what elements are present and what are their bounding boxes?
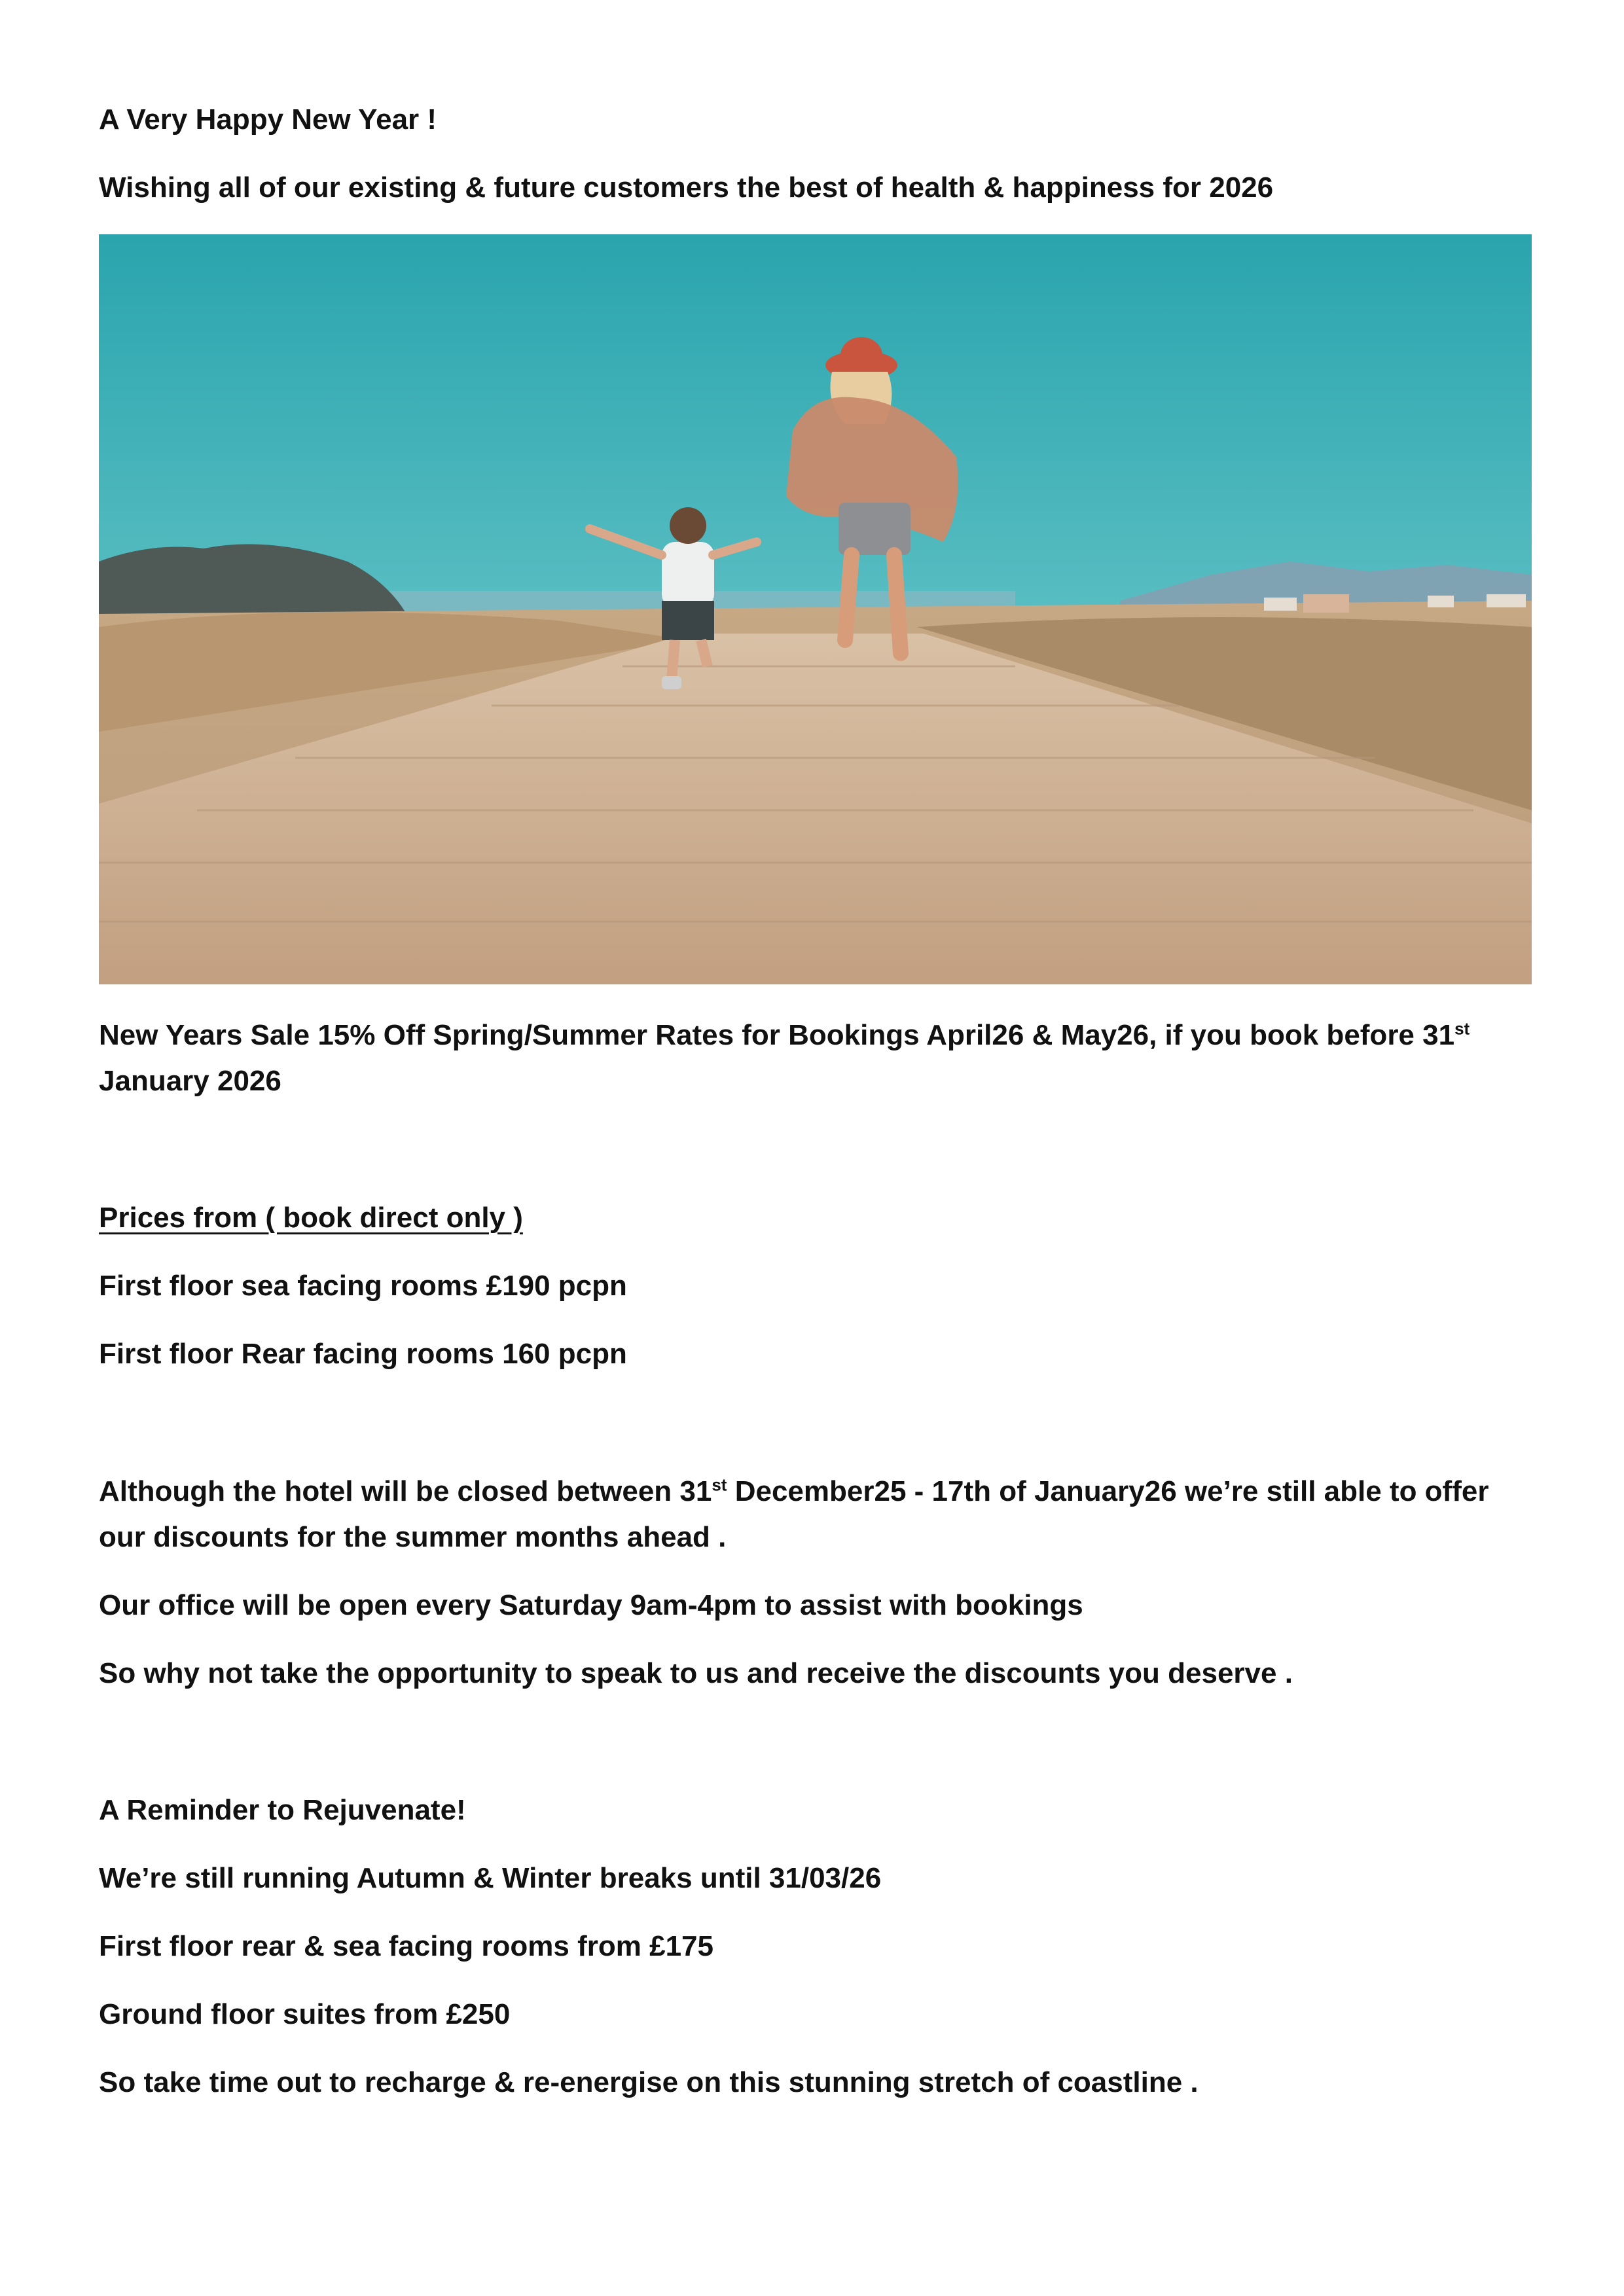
opportunity-text: So why not take the opportunity to speak to us and receive the discounts you deserve .: [99, 1657, 1293, 1689]
sale-text-continued: January 2026: [99, 1065, 281, 1097]
reminder-item: So take time out to recharge & re-energise on this stunning stretch of coastline .: [99, 2066, 1199, 2098]
price-item: First floor Rear facing rooms 160 pcpn: [99, 1338, 627, 1370]
sale-text: New Years Sale 15% Off Spring/Summer Rates for Bookings April26 & May26, if you book before 31st: [99, 1018, 1470, 1051]
beach-boardwalk-photo: [99, 234, 1532, 984]
greeting-heading: A Very Happy New Year !: [99, 103, 437, 135]
closure-text-continued: our discounts for the summer months ahead .: [99, 1521, 727, 1553]
price-item: First floor sea facing rooms £190 pcpn: [99, 1270, 627, 1302]
office-hours: Our office will be open every Saturday 9am-4pm to assist with bookings: [99, 1589, 1083, 1621]
greeting-wishes: Wishing all of our existing & future customers the best of health & happiness for 2026: [99, 171, 1274, 204]
closure-text: Although the hotel will be closed between 31st December25 - 17th of January26 we’re still able to offer: [99, 1475, 1489, 1507]
reminder-item: We’re still running Autumn & Winter breaks until 31/03/26: [99, 1862, 882, 1894]
reminder-item: First floor rear & sea facing rooms from £175: [99, 1930, 713, 1962]
reminder-item: Ground floor suites from £250: [99, 1998, 511, 2030]
prices-heading: Prices from ( book direct only ): [99, 1202, 523, 1234]
reminder-heading: A Reminder to Rejuvenate!: [99, 1794, 466, 1826]
